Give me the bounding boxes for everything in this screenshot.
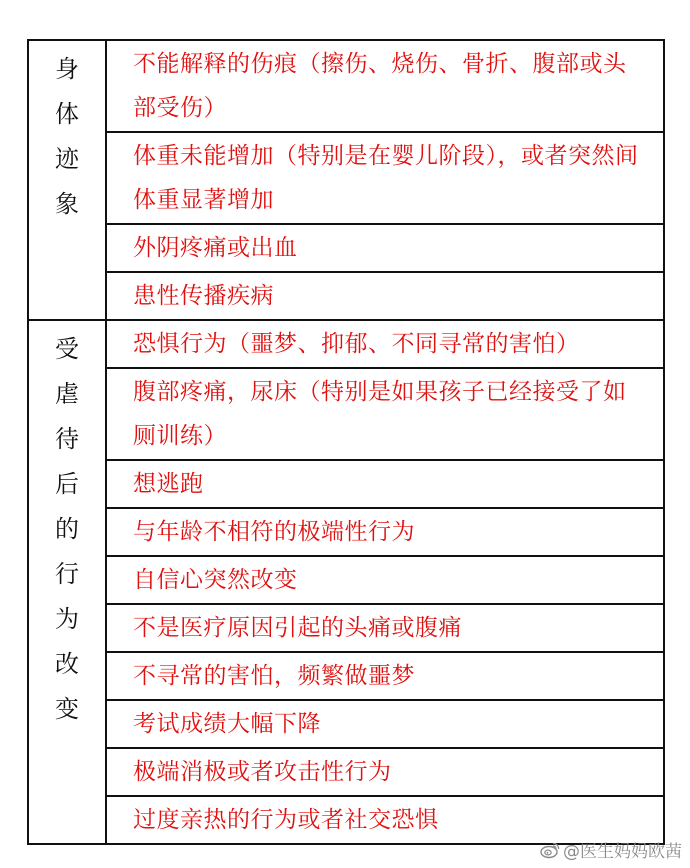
- table-row: [28, 460, 664, 508]
- sign-item: 考试成绩大幅下降: [106, 700, 664, 748]
- table-row: [28, 556, 664, 604]
- sign-item: 体重未能增加（特别是在婴儿阶段），或者突然间体重显著增加: [106, 132, 664, 224]
- watermark-text: @医生妈妈欧茜: [563, 842, 682, 862]
- table-row: [28, 272, 664, 320]
- category-label: 受虐待后的行为改变: [54, 335, 79, 723]
- sign-item: 极端消极或者攻击性行为: [106, 748, 664, 796]
- watermark: [540, 837, 682, 862]
- table-row: [28, 40, 664, 132]
- category-cell-physical: [28, 40, 106, 320]
- sign-item: 患性传播疾病: [106, 272, 664, 320]
- sign-item: 不能解释的伤痕（擦伤、烧伤、骨折、腹部或头部受伤）: [106, 40, 664, 132]
- sign-item: 不寻常的害怕，频繁做噩梦: [106, 652, 664, 700]
- table-row: [28, 652, 664, 700]
- sign-item: 与年龄不相符的极端性行为: [106, 508, 664, 556]
- sign-item: 不是医疗原因引起的头痛或腹痛: [106, 604, 664, 652]
- table-row: [28, 368, 664, 460]
- sign-item: 腹部疼痛，尿床（特别是如果孩子已经接受了如厕训练）: [106, 368, 664, 460]
- warning-signs-table: [27, 39, 665, 845]
- table-row: [28, 132, 664, 224]
- table-row: [28, 604, 664, 652]
- table-row: [28, 700, 664, 748]
- table-row: [28, 320, 664, 368]
- sign-item: 想逃跑: [106, 460, 664, 508]
- table-row: [28, 748, 664, 796]
- sign-item: 过度亲热的行为或者社交恐惧: [106, 796, 664, 844]
- sign-item: 恐惧行为（噩梦、抑郁、不同寻常的害怕）: [106, 320, 664, 368]
- sign-item: 外阴疼痛或出血: [106, 224, 664, 272]
- table-row: [28, 224, 664, 272]
- table-row: [28, 508, 664, 556]
- category-label: 身体迹象: [54, 55, 79, 218]
- weibo-icon: [540, 841, 560, 859]
- category-cell-behavior: [28, 320, 106, 844]
- sign-item: 自信心突然改变: [106, 556, 664, 604]
